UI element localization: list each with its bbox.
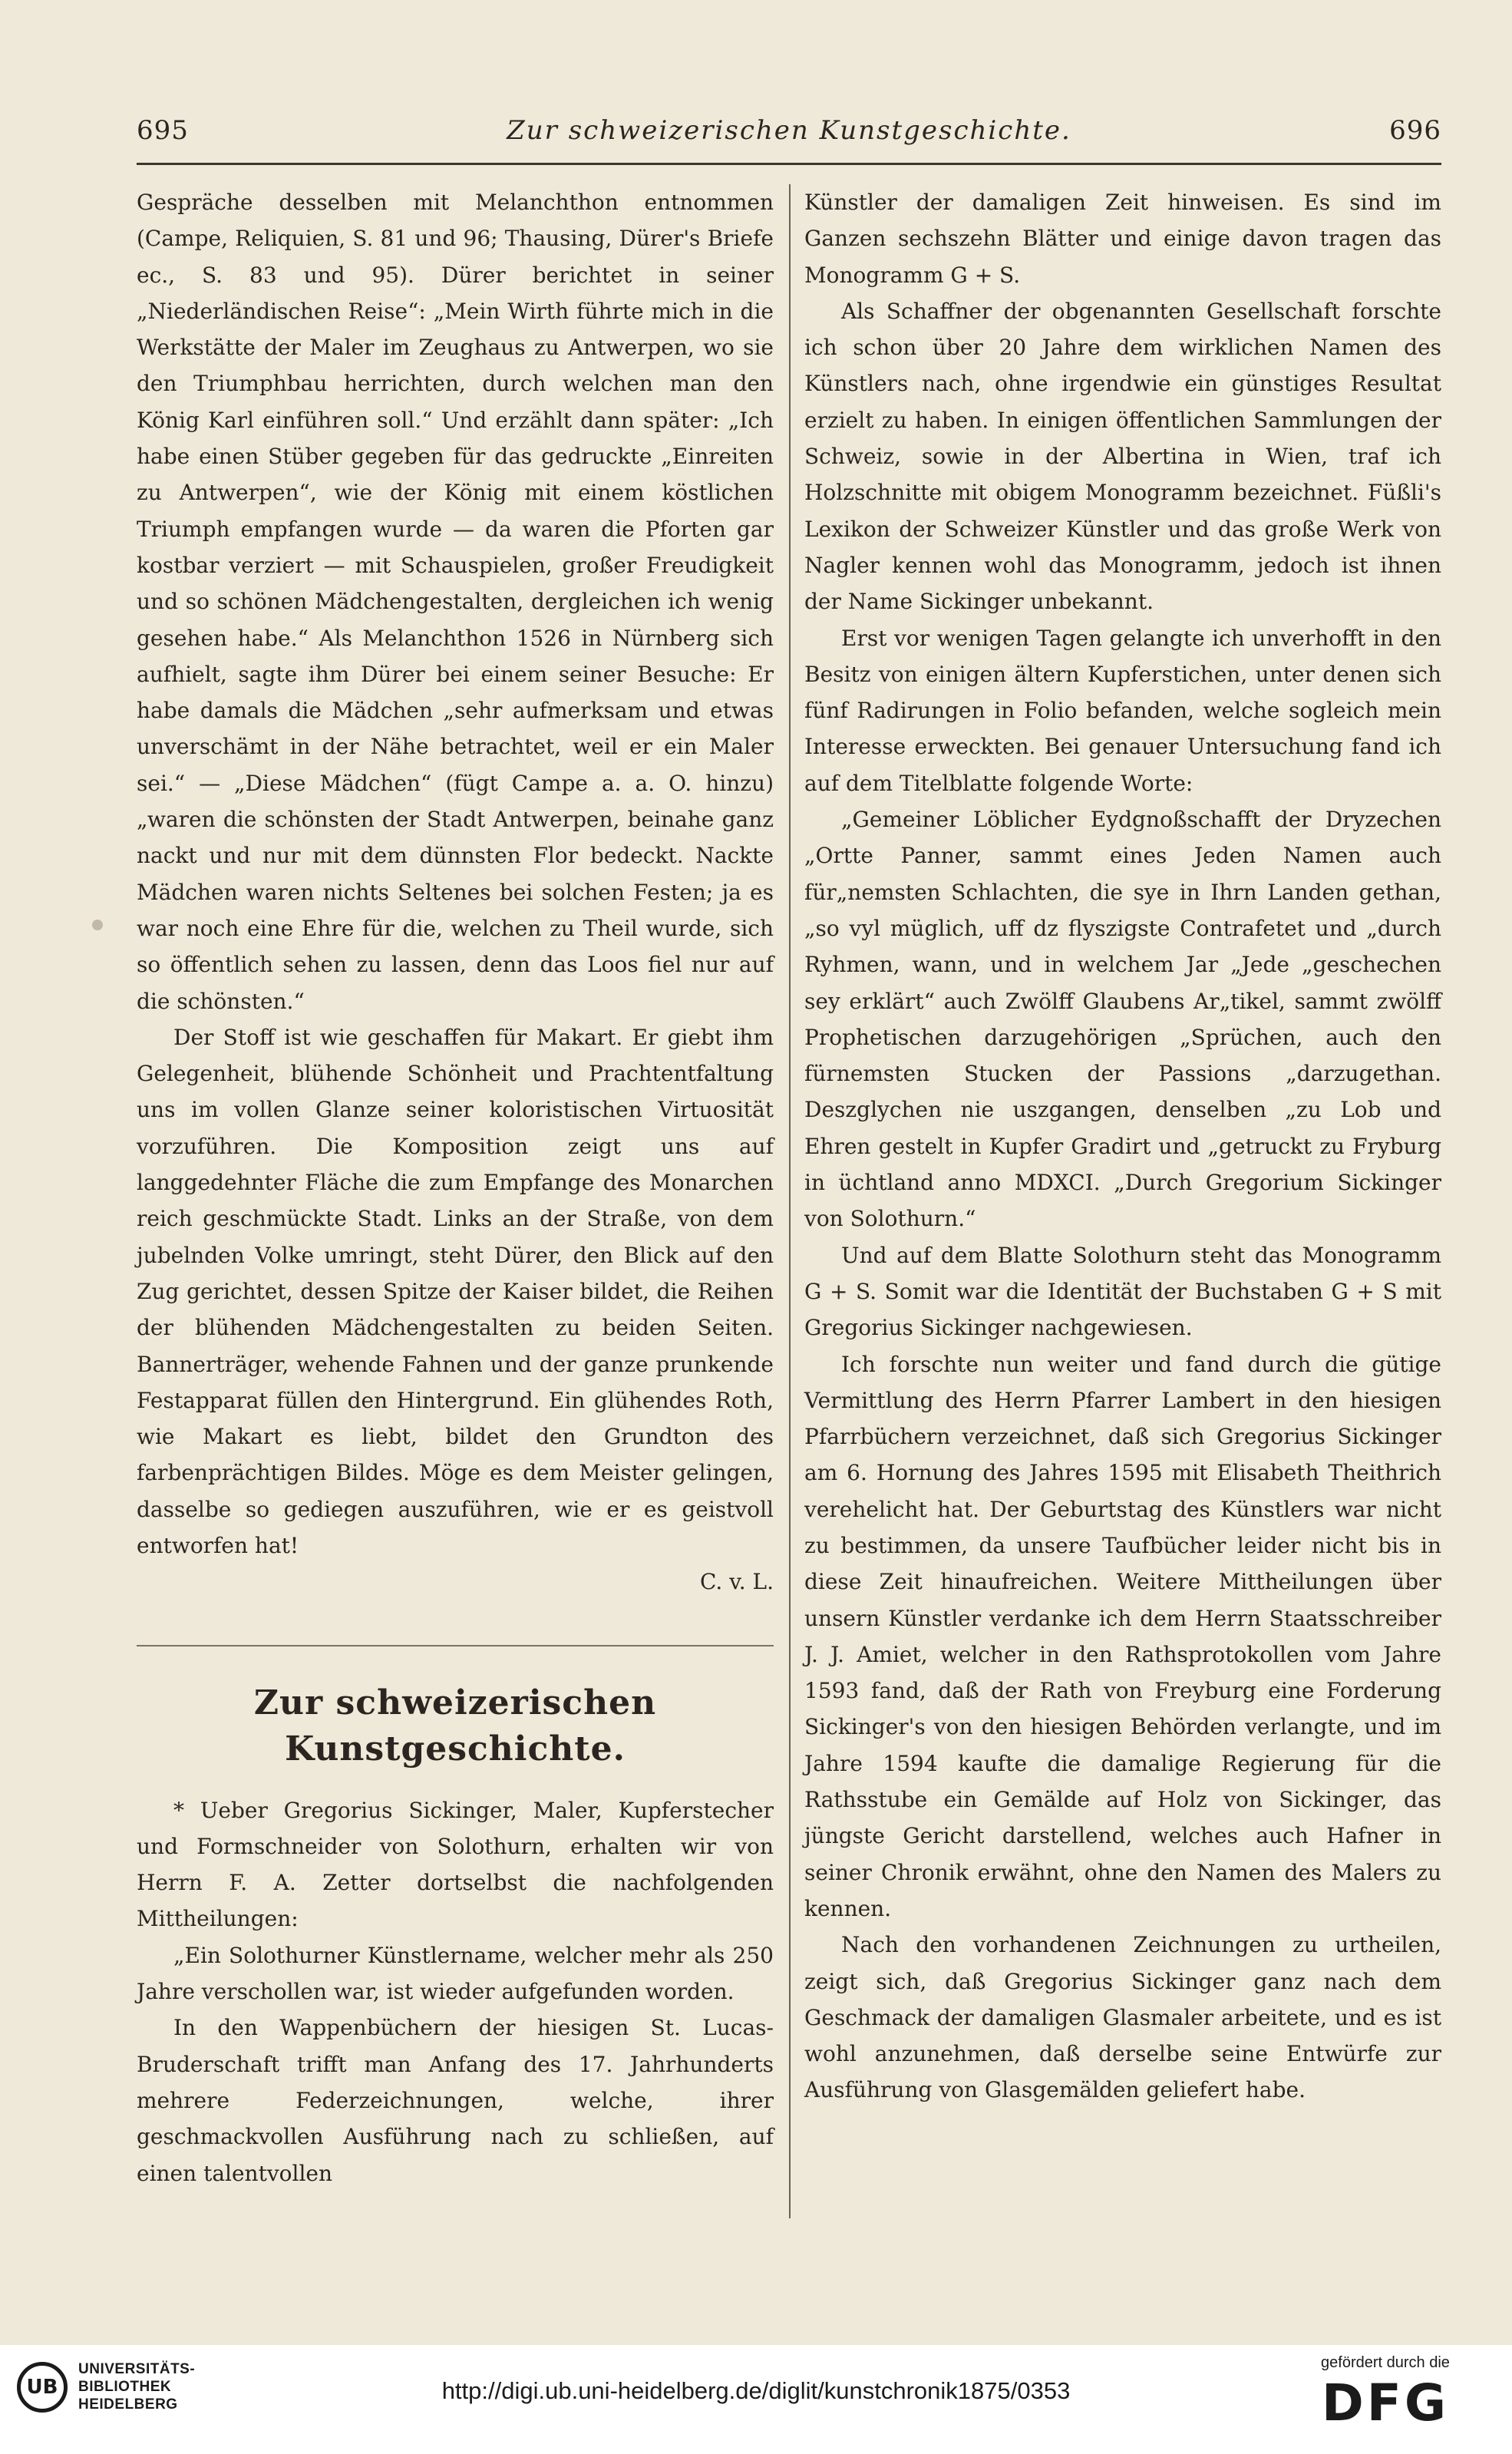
left-paragraph-5: In den Wappenbüchern der hiesigen St. Lucas-Bruderschaft trifft man Anfang des 17. Jahrhunderts mehrere Federzeichnungen, welche, ihrer geschmackvollen Ausführung nach zu schließen, auf einen talentvollen <box>137 2015 774 2186</box>
dfg-block[interactable] <box>1282 2354 1489 2433</box>
page-number-left: 695 <box>137 115 189 146</box>
running-head-title: Zur schweizerischen Kunstgeschichte. <box>507 115 1071 146</box>
page-content <box>137 107 1441 2272</box>
page-number-right: 696 <box>1389 115 1441 146</box>
university-seal-icon: UB <box>17 2362 68 2413</box>
digitization-footer <box>0 2345 1512 2454</box>
section-title: Zur schweizerischen Kunstgeschichte. <box>253 1683 657 1769</box>
library-name-line-1: UNIVERSITÄTS- <box>78 2361 196 2377</box>
source-url[interactable]: http://digi.ub.uni-heidelberg.de/diglit/kunstchronik1875/0353 <box>441 2377 1071 2404</box>
supported-by-label: gefördert durch die <box>1321 2354 1450 2371</box>
right-paragraph-2: Als Schaffner der obgenannten Gesellschaft forschte ich schon über 20 Jahre dem wirklichen Namen des Künstlers nach, ohne irgendwie ein günstiges Resultat erzielt zu haben. In einigen öffentlichen Sammlungen der Schweiz, sowie in der Albertina in Wien, traf ich Holzschnitte mit obigem Monogramm bezeichnet. Füßli's Lexikon der Schweizer Künstler und das große Werk von Nagler kennen wohl das Monogramm, jedoch ist ihnen der Name Sickinger unbekannt. <box>804 298 1441 615</box>
left-paragraph-3: * Ueber Gregorius Sickinger, Maler, Kupferstecher und Formschneider von Solothurn, erhalten wir von Herrn F. A. Zetter dortselbst die nachfolgenden Mittheilungen: <box>137 1797 774 1932</box>
right-paragraph-7: Nach den vorhandenen Zeichnungen zu urtheilen, zeigt sich, daß Gregorius Sickinger ganz nach dem Geschmack der damaligen Glasmaler arbeitete, und es ist wohl anzunehmen, daß derselbe seine Entwürfe zur Ausführung von Glasgemälden geliefert habe. <box>804 1932 1441 2103</box>
section-divider <box>137 1645 774 1650</box>
right-paragraph-5: Und auf dem Blatte Solothurn steht das Monogramm G + S. Somit war die Identität der Buchstaben G + S mit Gregorius Sickinger nachgewiesen. <box>804 1242 1441 1341</box>
header-rule <box>137 163 1441 165</box>
right-paragraph-1: Künstler der damaligen Zeit hinweisen. Es sind im Ganzen sechszehn Blätter und einige davon tragen das Monogramm G + S. <box>804 190 1441 288</box>
column-rule <box>789 184 791 2218</box>
left-paragraph-1: Gespräche desselben mit Melanchthon entnommen (Campe, Reliquien, S. 81 und 96; Thausing, Dürer's Briefe ec., S. 83 und 95). Dürer berichtet in seiner „Niederländischen Reise“: „Mein Wirth führte mich in die Werkstätte der Maler im Zeughaus zu Antwerpen, wo sie den Triumphbau herrichten, durch welchen man den König Karl einführen soll.“ Und erzählt dann später: „Ich habe einen Stüber gegeben für das gedruckte „Einreiten zu Antwerpen“, wie der König mit einem köstlichen Triumph empfangen wurde — da waren die Pforten gar kostbar verziert — mit Schauspielen, großer Freudigkeit und so schönen Mädchengestalten, dergleichen ich wenig gesehen habe.“ Als Melanchthon 1526 in Nürnberg sich aufhielt, sagte ihm Dürer bei einem seiner Besuche: Er habe damals die Mädchen „sehr aufmerksam und etwas unverschämt in der Nähe betrachtet, weil er ein Maler sei.“ — „Diese Mädchen“ (fügt Campe a. a. O. hinzu) „waren die schönsten der Stadt Antwerpen, beinahe ganz nackt und nur mit dem dünnsten Flor bedeckt. Nackte Mädchen waren nichts Seltenes bei solchen Festen; ja es war noch eine Ehre für die, welchen zu Theil wurde, sich so öffentlich sehen zu lassen, denn das Loos fiel nur auf die schönsten.“ <box>137 190 774 1014</box>
left-paragraph-2: Der Stoff ist wie geschaffen für Makart. Er giebt ihm Gelegenheit, blühende Schönheit und Prachtentfaltung uns im vollen Glanze seiner koloristischen Virtuosität vorzuführen. Die Komposition zeigt uns auf langgedehnter Fläche die zum Empfange des Monarchen reich geschmückte Stadt. Links an der Straße, von dem jubelnden Volke umringt, steht Dürer, den Blick auf den Zug gerichtet, dessen Spitze der Kaiser bildet, die Reihen der blühenden Mädchengestalten zu beiden Seiten. Bannerträger, wehende Fahnen und der ganze prunkende Festapparat füllen den Hintergrund. Ein glühendes Roth, wie Makart es liebt, bildet den Grundton des farbenprächtigen Bildes. Möge es dem Meister gelingen, dasselbe so gediegen auszuführen, wie er es geistvoll entworfen hat! <box>137 1024 774 1558</box>
library-name-line-2: BIBLIOTHEK <box>78 2379 172 2395</box>
right-paragraph-6: Ich forschte nun weiter und fand durch die gütige Vermittlung des Herrn Pfarrer Lambert in den hiesigen Pfarrbüchern verzeichnet, daß sich Gregorius Sickinger am 6. Hornung des Jahres 1595 mit Elisabeth Theithrich verehelicht hat. Der Geburtstag des Künstlers war nicht zu bestimmen, da unsere Taufbücher leider nicht bis in diese Zeit hinaufreichen. Weitere Mittheilungen über unsern Künstler verdanke ich dem Herrn Staatsschreiber J. J. Amiet, welcher in den Rathsprotokollen vom Jahre 1593 fand, daß der Rath von Freyburg eine Forderung Sickinger's von den hiesigen Behörden verlangte, und im Jahre 1594 kaufte die damalige Regierung für die Rathsstube ein Gemälde auf Holz von Sickinger, das jüngste Gericht darstellend, welches auch Hafner in seiner Chronik erwähnt, ohne den Namen des Malers zu kennen. <box>804 1351 1441 1921</box>
running-head <box>137 107 1441 154</box>
left-paragraph-4: „Ein Solothurner Künstlername, welcher mehr als 250 Jahre verschollen war, ist wieder aufgefunden worden. <box>137 1942 774 2005</box>
right-quotation: „Gemeiner Löblicher Eydgnoßschafft der Dryzechen „Ortte Panner, sammt eines Jeden Namen auch für„nemsten Schlachten, die sye in Ihrn Landen gethan, „so vyl müglich, uff dz flyszigste Contrafetet und „durch Ryhmen, wann, und in welchem Jar „Jede „geschechen sey erklärt“ auch Zwölff Glaubens Ar„tikel, sammt zwölff Prophetischen darzugehörigen „Sprüchen, auch den fürnemsten Stucken der Passions „darzugethan. Deszglychen nie uszgangen, denselben „zu Lob und Ehren gestelt in Kupfer Gradirt und „getruckt zu Fryburg in üchtland anno MDXCI. „Durch Gregorium Sickinger von Solothurn.“ <box>804 807 1441 1232</box>
dfg-logo: DFG <box>1321 2373 1450 2433</box>
article-signature: C. v. L. <box>699 1569 774 1595</box>
right-paragraph-3: Erst vor wenigen Tagen gelangte ich unverhofft in den Besitz von einigen ältern Kupferstichen, unter denen sich fünf Radirungen in Folio befanden, welche sogleich mein Interesse erweckten. Bei genauer Untersuchung fand ich auf dem Titelblatte folgende Worte: <box>804 625 1441 796</box>
library-name-line-3: HEIDELBERG <box>78 2396 178 2413</box>
left-column <box>137 184 774 2191</box>
right-column <box>804 184 1441 2109</box>
ink-stain <box>92 920 103 930</box>
